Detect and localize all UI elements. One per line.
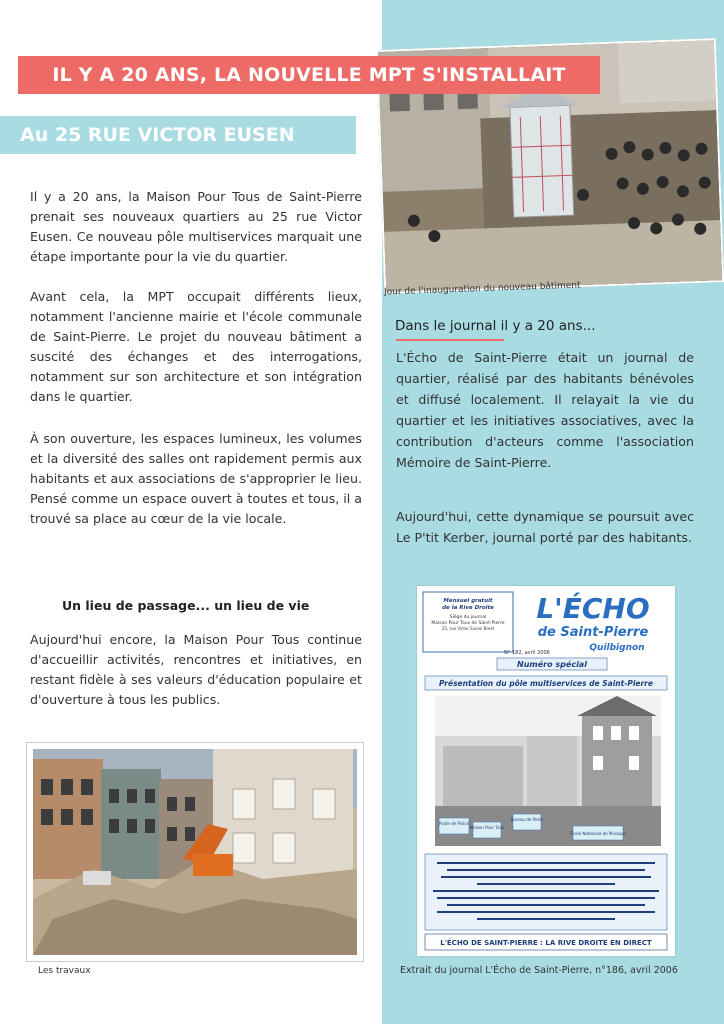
section-subheading: Un lieu de passage... un lieu de vie [62,598,310,613]
history-paragraph: Avant cela, la MPT occupait différents lieux, notamment l'ancienne mairie et l'école communale de Saint-Pierre. Le projet du nouveau bâtiment a suscité des échanges et des interrogations, notamment sur son architecture et son intégration dans le quartier. [30,289,362,404]
today-journal-paragraph: Aujourd'hui, cette dynamique se poursuit avec Le P'tit Kerber, journal porté par des habitants. [396,509,694,545]
journal-label-mpt: Maison Pour Tous [469,825,505,830]
construction-photo-frame [26,742,364,962]
journal-box-line5: 25, rue Victor Eusen Brest [441,626,495,631]
journal-cover [417,586,675,956]
journal-special: Numéro spécial [517,660,587,669]
journal-label-poste: Bureau de Poste [510,817,544,822]
journal-label-musique: Ecole Nationale de Musique [570,831,626,836]
journal-box-line3: Siège du journal [449,615,487,620]
journal-caption: Extrait du journal L'Écho de Saint-Pierre, n°186, avril 2006 [400,965,678,976]
journal-label-police: Poste de Police [439,821,469,826]
intro-paragraph: Il y a 20 ans, la Maison Pour Tous de Saint-Pierre prenait ses nouveaux quartiers au 25 rue Victor Eusen. Ce nouveau pôle multiservices marquait une étape importante pour la vie du quartier. [30,189,362,264]
journal-title-sub2: Quilbignon [589,643,645,653]
page-title-banner: IL Y A 20 ANS, LA NOUVELLE MPT S'INSTALLAIT [18,56,600,94]
heading-underline [396,339,504,341]
today-paragraph: Aujourd'hui encore, la Maison Pour Tous continue d'accueillir activités, rencontres et initiatives, en restant fidèle à ses valeurs d'éducation populaire et d'ouverture à tous les publics. [30,632,362,707]
journal-box-line4: Maison Pour Tous de Saint-Pierre [431,621,505,626]
construction-photo [33,749,357,955]
inauguration-photo-caption: Jour de l'inauguration du nouveau bâtiment [383,280,581,298]
journal-title-sub: de Saint-Pierre [537,625,649,640]
journal-title: L'ÉCHO [536,592,650,625]
journal-presentation: Présentation du pôle multiservices de Saint-Pierre [439,679,653,688]
address-subtitle-banner: Au 25 RUE VICTOR EUSEN [0,116,356,154]
construction-photo-caption: Les travaux [38,966,91,976]
journal-box-line1: Mensuel gratuit [443,598,493,604]
journal-issue: N° 182, avril 2006 [504,650,550,656]
journal-box-line2: de la Rive Droite [442,605,494,611]
journal-paragraph: L'Écho de Saint-Pierre était un journal de quartier, réalisé par des habitants bénévoles et diffusé localement. Il relayait la vie du quartier et les initiatives associatives, avec la contribution d'acteurs comme l'association Mémoire de Saint-Pierre. [396,350,694,470]
journal-cover-graphic [417,586,675,956]
opening-paragraph: À son ouverture, les espaces lumineux, les volumes et la diversité des salles ont rapidement permis aux habitants et aux associations de s'approprier le lieu. Pensé comme un espace ouvert à toutes et tous, il a trouvé sa place au cœur de la vie locale. [30,431,362,526]
journal-section-heading: Dans le journal il y a 20 ans... [395,318,596,334]
journal-footer: L'ÉCHO DE SAINT-PIERRE : LA RIVE DROITE EN DIRECT [440,939,652,947]
